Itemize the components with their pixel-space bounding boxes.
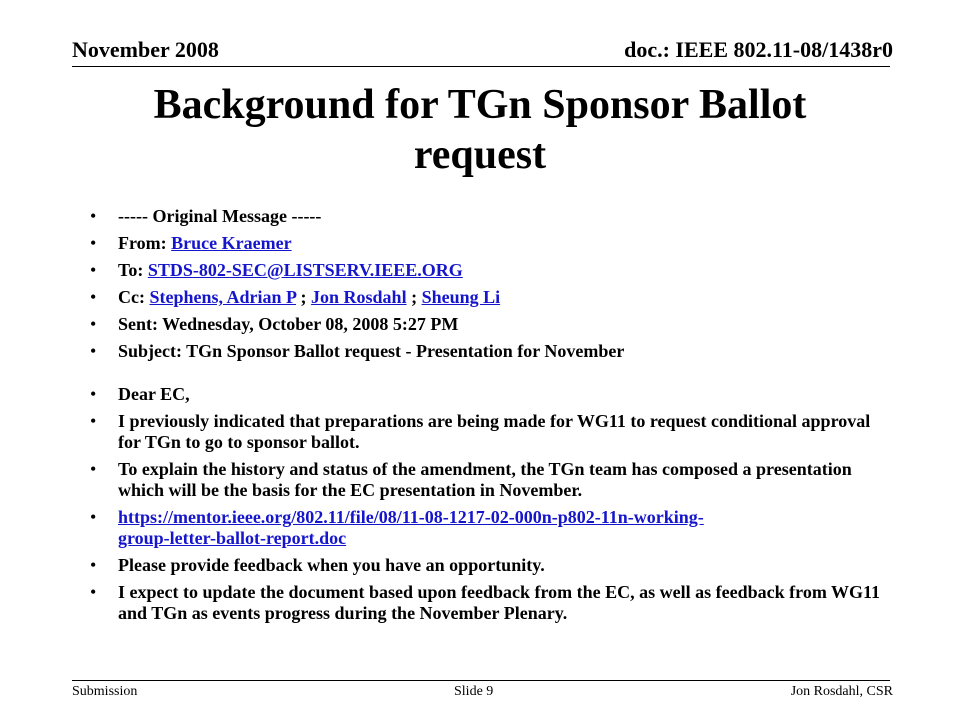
bullet-icon: • xyxy=(90,233,97,253)
cc-separator: ; xyxy=(411,287,418,307)
bullet-sent xyxy=(90,314,890,335)
header-divider xyxy=(72,66,890,67)
bullet-icon: • xyxy=(90,206,97,226)
footer-divider xyxy=(72,680,890,681)
para-feedback-text: Please provide feedback when you have an opportunity. xyxy=(118,555,545,575)
document-link[interactable] xyxy=(118,507,704,548)
bullet-icon: • xyxy=(90,341,97,361)
bullet-para-update xyxy=(90,582,890,624)
subject-line: Subject: TGn Sponsor Ballot request - Presentation for November xyxy=(118,341,625,361)
bullet-subject xyxy=(90,341,890,362)
bullet-icon: • xyxy=(90,384,97,404)
bullet-para-history xyxy=(90,459,890,501)
para-update-text: I expect to update the document based upon feedback from the EC, as well as feedback from WG11 and TGn as events progress during the November Plenary. xyxy=(118,582,881,623)
bullet-icon: • xyxy=(90,555,97,575)
para-preparations-text: I previously indicated that preparations are being made for WG11 to request conditional approval for TGn to go to sponsor ballot. xyxy=(118,411,871,452)
bullet-icon: • xyxy=(90,411,97,431)
bullet-document-link xyxy=(90,507,890,549)
header-doc-id: doc.: IEEE 802.11-08/1438r0 xyxy=(624,37,893,62)
document-link-line1: https://mentor.ieee.org/802.11/file/08/11-08-1217-02-000n-p802-11n-working- xyxy=(118,507,704,527)
footer-slide-number: Slide 9 xyxy=(454,684,494,699)
bullet-icon: • xyxy=(90,582,97,602)
slide-title: Background for TGn Sponsor Ballot request xyxy=(153,82,807,178)
to-link[interactable]: STDS-802-SEC@LISTSERV.IEEE.ORG xyxy=(147,260,463,280)
to-label: To: xyxy=(118,260,144,280)
original-message-marker: ----- Original Message ----- xyxy=(118,206,322,226)
header-date: November 2008 xyxy=(72,37,219,62)
bullet-icon: • xyxy=(90,459,97,479)
footer-submission: Submission xyxy=(72,684,138,699)
bullet-cc xyxy=(90,287,890,308)
from-label: From: xyxy=(118,233,167,253)
from-link[interactable]: Bruce Kraemer xyxy=(171,233,292,253)
cc-separator: ; xyxy=(300,287,307,307)
bullet-icon: • xyxy=(90,507,97,527)
sent-line: Sent: Wednesday, October 08, 2008 5:27 PM xyxy=(118,314,459,334)
document-link-line2: group-letter-ballot-report.doc xyxy=(118,528,347,548)
cc-link-li[interactable]: Sheung Li xyxy=(421,287,501,307)
bullet-original-message xyxy=(90,206,890,227)
bullet-para-feedback xyxy=(90,555,890,576)
bullet-icon: • xyxy=(90,260,97,280)
bullet-icon: • xyxy=(90,314,97,334)
greeting-text: Dear EC, xyxy=(118,384,190,404)
bullet-para-preparations xyxy=(90,411,890,453)
slide-bullet-list xyxy=(90,206,890,630)
cc-link-stephens[interactable]: Stephens, Adrian P xyxy=(149,287,297,307)
cc-link-rosdahl[interactable]: Jon Rosdahl xyxy=(311,287,407,307)
bullet-to xyxy=(90,260,890,281)
bullet-greeting xyxy=(90,384,890,405)
bullet-icon: • xyxy=(90,287,97,307)
para-history-text: To explain the history and status of the amendment, the TGn team has composed a presentation which will be the basis for the EC presentation in November. xyxy=(118,459,852,500)
cc-label: Cc: xyxy=(118,287,145,307)
footer-author: Jon Rosdahl, CSR xyxy=(790,684,893,699)
bullet-from xyxy=(90,233,890,254)
